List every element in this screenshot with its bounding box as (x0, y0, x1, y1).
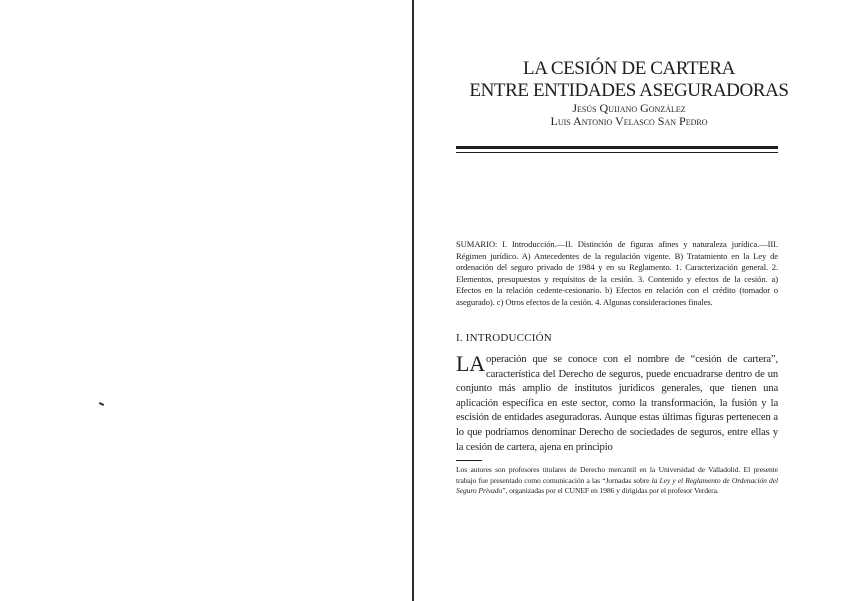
title-line-1: LA CESIÓN DE CARTERA (522, 58, 735, 79)
right-page (414, 0, 849, 601)
drop-cap: LA (456, 351, 486, 376)
footnote-rule (456, 460, 482, 461)
scan-speck (99, 402, 104, 406)
section-heading: I. INTRODUCCIÓN (456, 332, 552, 344)
title-line-2: ENTRE ENTIDADES ASEGURADORAS (469, 80, 789, 101)
summary-paragraph: SUMARIO: I. Introducción.—II. Distinción de figuras afines y naturaleza jurídica.—III. Régimen jurídico. A) Antecedentes de la regulación vigente. B) Tratamiento en la Ley de ordenación del seguro privado de 1984 y en su Reglamento. 1. Caracterización general. 2. Elementos, presupuestos y requisitos de la cesión. 3. Contenido y efectos de la cesión. a) Efectos en la relación cedente-cesionario. b) Efectos en relación con el crédito (tomador o asegurado). c) Otros efectos de la cesión. 4. Algunas consideraciones finales. (456, 239, 778, 307)
author-2: Luis Antonio Velasco San Pedro (550, 114, 708, 128)
author-1: Jesús Quijano González (572, 101, 686, 115)
body-paragraph (456, 353, 778, 455)
footnote-part-1: Los autores son profesores titulares de Derecho mercantil en la Universidad de Valladolid. El presente trabajo fue presentado como comunicación a las “Jornadas sobre (456, 465, 778, 485)
footnote-part-2: ”, organizadas por el CUNEF en 1986 y dirigidas por el profesor Verdera. (502, 486, 719, 496)
left-page (0, 0, 412, 601)
footnote (456, 465, 778, 497)
title-rule-thick (456, 146, 778, 149)
footnote-italic: la Ley y el Reglamento de Ordenación del Seguro Privado (456, 475, 779, 496)
body-text: operación que se conoce con el nombre de “cesión de cartera”, característica del Derecho de seguros, puede encuadrarse dentro de un conjunto más amplio de institutos jurídicos generales, que tienen una aplicación específica en este sector, como la transformación, la fusión y la escisión de entidades aseguradoras. Aunque estas últimas figuras pertenecen a lo que podríamos denominar Derecho de sociedades de seguros, entre ellas y la cesión de cartera, ajena en principio (456, 354, 778, 453)
title-rule-thin (456, 152, 778, 153)
article-title (454, 58, 804, 102)
